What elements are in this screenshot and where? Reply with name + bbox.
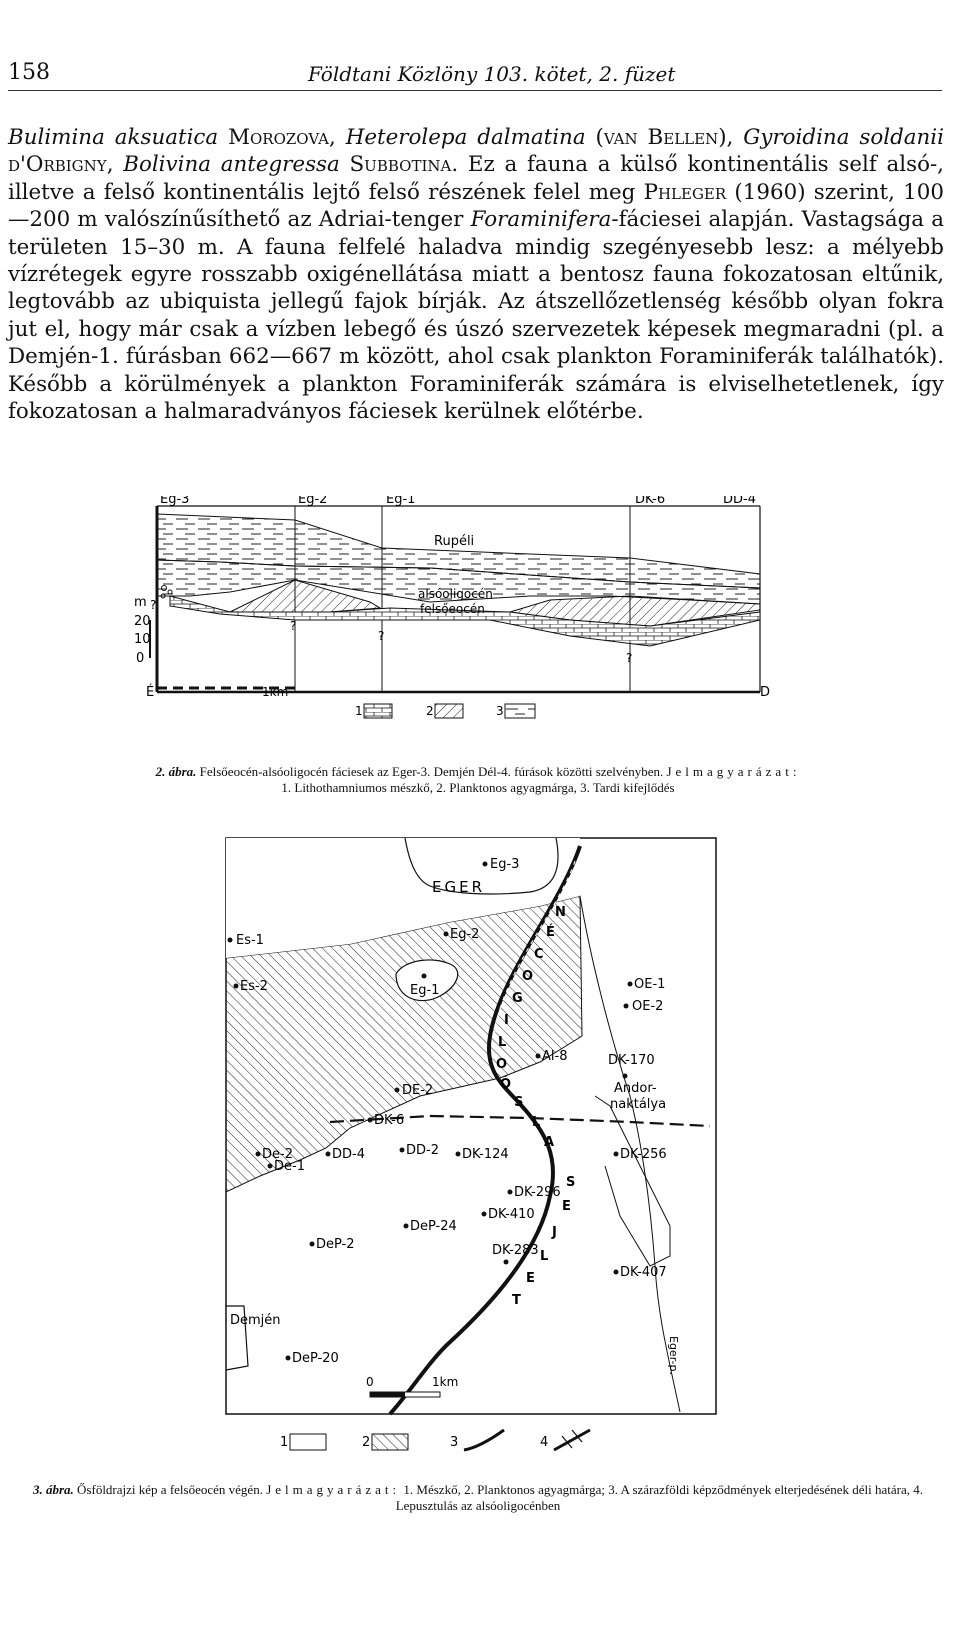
svg-text:E: E <box>562 1199 571 1214</box>
svg-text:C: C <box>534 947 544 962</box>
scale-label: 1km <box>262 685 289 699</box>
svg-text:1: 1 <box>280 1435 289 1450</box>
well-label: DK-124 <box>462 1147 509 1162</box>
svg-text:N: N <box>555 905 566 920</box>
body-paragraph: Bulimina aksuatica Morozova, Heterolepa dalmatina (van Bellen), Gyroidina soldanii d'Orbigny, Bolivina antegressa Subbotina. Ez a fauna a külső kontinentális self alsó-, illetve a felső kontinentális lejtő felső részének felel meg Phleger (1960) szerint, 100—200 m valószínűsíthető az Adriai-tenger Foraminifera-fáciesei alapján. Vastagsága a területen 15–30 m. A fauna felfelé haladva mindig szegényesebb lesz: a mélyebb vízrétegek egyre rosszabb oxigénellátása miatt a bentosz fauna fokozatosan eltűnik, legtovább az ubiquista jellegű fajok bírják. Az átszellőzetlenség később olyan fokra jut el, hogy már csak a vízben lebegő és úszó szervezetek képesek megmaradni (pl. a Demjén-1. fúrásban 662—667 m között, ahol csak plankton Foraminiferák találhatók). Később a körülmények a plankton Foraminiferák számára is elviselhetetlenek, így fokozatosan a halmaradványos fáciesek kerülnek előtérbe. <box>8 125 944 425</box>
well-label: Eg-2 <box>298 496 328 507</box>
well-label: OE-2 <box>632 999 664 1014</box>
depth-unit: m <box>134 595 147 610</box>
town-label: Demjén <box>230 1313 281 1328</box>
question-mark: ? <box>150 598 157 612</box>
svg-text:3: 3 <box>450 1435 459 1450</box>
well-label: Es-2 <box>240 979 268 994</box>
well-label: Eg-3 <box>490 857 520 872</box>
svg-text:S: S <box>514 1095 524 1110</box>
town-label: naktálya <box>610 1097 667 1112</box>
page-header <box>8 56 942 91</box>
svg-text:G: G <box>512 991 523 1006</box>
svg-text:É: É <box>546 925 555 940</box>
svg-text:J: J <box>552 1225 557 1240</box>
well-label: DK-296 <box>514 1185 561 1200</box>
well-label: Es-1 <box>236 933 264 948</box>
taxon-name: Bulimina aksuatica <box>8 125 219 150</box>
well-label: OE-1 <box>634 977 666 992</box>
question-mark: ? <box>378 629 385 643</box>
well-label: De-2 <box>262 1147 293 1162</box>
town-label: EGER <box>432 878 486 896</box>
well-label: DK-407 <box>620 1265 667 1280</box>
author-name: Subbotina <box>349 152 452 178</box>
figure-3-caption: 3. ábra. Ősföldrajzi kép a felsőeocén végén. Jelmagyarázat: 1. Mészkő, 2. Planktonos agyagmárga; 3. A szárazföldi képződmények elterjedésének déli határa, 4. Lepusztulás az alsóoligocénben <box>32 1482 924 1513</box>
well-label: DD-2 <box>406 1143 439 1158</box>
svg-text:O: O <box>522 969 534 984</box>
figure3-legend <box>280 1430 590 1450</box>
svg-text:0: 0 <box>366 1375 374 1389</box>
well-label: Al-8 <box>542 1049 568 1064</box>
well-label: DeP-20 <box>292 1351 339 1366</box>
well-label: DeP-2 <box>316 1237 355 1252</box>
svg-text:3: 3 <box>496 704 504 718</box>
svg-text:L: L <box>540 1249 549 1264</box>
svg-text:Ó: Ó <box>500 1077 512 1092</box>
taxon-name: Foraminifera <box>470 207 612 233</box>
depth-tick: 0 <box>136 651 145 666</box>
well-label: Eg-2 <box>450 927 480 942</box>
svg-text:4: 4 <box>540 1435 549 1450</box>
well-label: Eg-1 <box>386 496 416 507</box>
lower-oligocene-label: alsóoligocén <box>418 587 493 601</box>
question-mark: ? <box>626 651 633 665</box>
well-label: Eg-3 <box>160 496 190 507</box>
page-number: 158 <box>8 60 50 85</box>
author-name: Phleger <box>643 179 727 205</box>
taxon-name: Bolivina antegressa <box>123 152 340 178</box>
direction-north: É <box>146 685 155 700</box>
taxon-name: Heterolepa dalmatina <box>345 125 586 150</box>
direction-south: D <box>760 685 771 700</box>
rupeli-label: Rupéli <box>434 534 475 549</box>
figure-3-map <box>200 836 760 1516</box>
well-label: DK-283 <box>492 1243 539 1258</box>
svg-text:E: E <box>526 1271 535 1286</box>
well-label: DE-2 <box>402 1083 434 1098</box>
svg-text:2: 2 <box>426 704 434 718</box>
svg-text:T: T <box>512 1293 521 1308</box>
figure-2-caption: 2. ábra. Felsőeocén-alsóoligocén fáciesek az Eger-3. Demjén Dél-4. fúrások közötti szelvényben. Jelmagyarázat: 1. Lithothamniumos mészkő, 2. Planktonos agyagmárga, 3. Tardi kifejlődés <box>155 764 801 795</box>
figure-2-cross-section <box>130 496 810 756</box>
well-label: De-1 <box>274 1159 305 1174</box>
svg-text:1: 1 <box>355 704 363 718</box>
well-label: DK-6 <box>635 496 666 507</box>
well-label: DK-6 <box>374 1113 405 1128</box>
svg-text:S: S <box>566 1175 576 1190</box>
town-label: Andor- <box>614 1081 657 1096</box>
well-label: DD-4 <box>332 1147 365 1162</box>
svg-text:A: A <box>544 1135 555 1150</box>
taxon-name: Gyroidina soldanii <box>743 125 944 150</box>
svg-text:1km: 1km <box>432 1375 459 1389</box>
svg-text:L: L <box>498 1035 507 1050</box>
question-mark: ? <box>290 619 297 633</box>
svg-text:L: L <box>532 1115 541 1130</box>
depth-tick: 20 <box>134 614 151 629</box>
author-name: Morozova <box>228 125 329 150</box>
well-label: DD-4 <box>723 496 756 507</box>
well-label: Eg-1 <box>410 983 440 998</box>
well-label: DK-170 <box>608 1053 655 1068</box>
figure2-legend <box>355 704 535 718</box>
author-name: (van Bellen), <box>585 125 744 150</box>
stream-label: Eger-p. <box>667 1336 680 1375</box>
upper-eocene-label: felsőeocén <box>420 602 485 616</box>
well-label: DeP-24 <box>410 1219 457 1234</box>
well-label: DK-410 <box>488 1207 535 1222</box>
svg-text:2: 2 <box>362 1435 371 1450</box>
svg-text:O: O <box>496 1057 508 1072</box>
depth-tick: 10 <box>134 632 151 647</box>
well-label: DK-256 <box>620 1147 667 1162</box>
running-head: Földtani Közlöny 103. kötet, 2. füzet <box>308 62 676 86</box>
svg-text:I: I <box>504 1013 509 1028</box>
author-name: d'Orbigny, <box>8 152 124 178</box>
